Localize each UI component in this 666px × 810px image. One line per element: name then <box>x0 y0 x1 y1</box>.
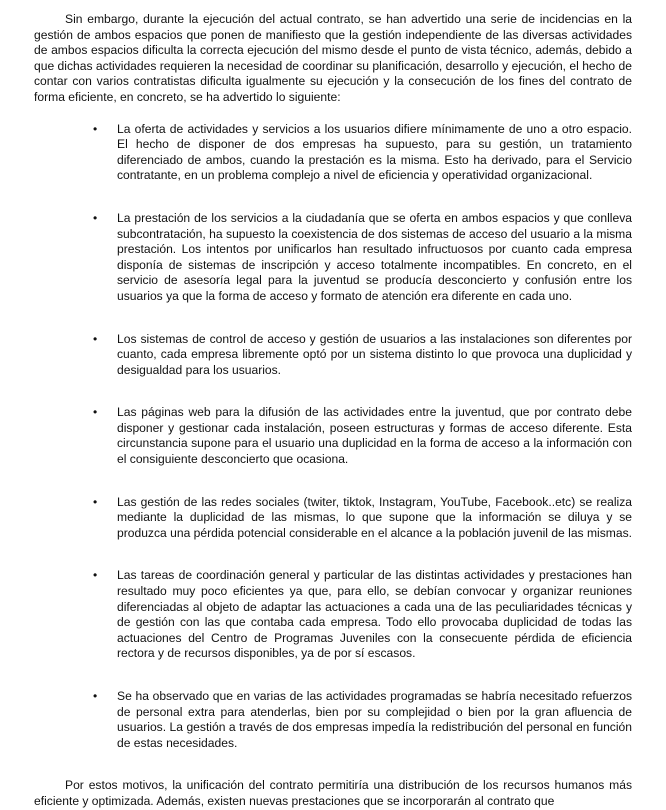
list-item <box>93 405 632 467</box>
bullet-icon: • <box>93 331 98 346</box>
bullet-icon: • <box>93 494 98 509</box>
list-item-text: Las tareas de coordinación general y particular de las distintas actividades y prestaciones han resultado muy poco eficientes ya que, para ello, se debían convocar y organizar reuniones diferenciadas al objeto de adaptar las actuaciones a cada una de las peculiaridades técnicas y de gestión con las que contaba cada empresa. Todo ello provocaba duplicidad de todas las actuaciones del Centro de Programas Juveniles con la consecuente pérdida de eficiencia rectora y de recursos disponibles, ya de por sí escasos. <box>117 568 632 661</box>
bullet-icon: • <box>93 210 98 225</box>
list-item <box>93 331 632 379</box>
list-item-text: Se ha observado que en varias de las actividades programadas se habría necesitado refuerzos de personal extra para atenderlas, bien por su complejidad o bien por la gran afluencia de usuarios. La gestión a través de dos empresas impedía la redistribución del personal en función de estas necesidades. <box>117 689 632 750</box>
intro-paragraph: Sin embargo, durante la ejecución del actual contrato, se han advertido una serie de incidencias en la gestión de ambos espacios que ponen de manifiesto que la gestión independiente de las diversas actividades de ambos espacios dificulta la correcta ejecución del mismo desde el punto de vista técnico, además, debido a que dichas actividades requieren la necesidad de coordinar su planificación, desarrollo y ejecución, el hecho de contar con varios contratistas dificulta igualmente su ejecución y la consecución de los fines del contrato de forma eficiente, en concreto, se ha advertido lo siguiente: <box>34 12 632 104</box>
list-item <box>93 568 632 662</box>
incidents-list <box>34 122 632 752</box>
list-item <box>93 494 632 542</box>
list-item-text: La oferta de actividades y servicios a los usuarios difiere mínimamente de uno a otro espacio. El hecho de disponer de dos empresas ha supuesto, para su gestión, un tratamiento diferenciado de ambos, cuando la prestación es la misma. Esto ha derivado, para el Servicio contratante, en un problema complejo a nivel de eficiencia y operatividad organizacional. <box>117 121 632 183</box>
document-page <box>34 12 632 810</box>
outro-paragraph: Por estos motivos, la unificación del contrato permitiría una distribución de los recursos humanos más eficiente y optimizada. Además, existen nuevas prestaciones que se incorporarán al contrato que <box>34 778 632 808</box>
bullet-icon: • <box>93 405 98 420</box>
list-item-text: Las páginas web para la difusión de las actividades entre la juventud, que por contrato debe disponer y gestionar cada instalación, poseen estructuras y formas de acceso diferente. Esta circunstancia supone para el usuario una duplicidad en la forma de acceso a la información con el consiguiente desconcierto que ocasiona. <box>117 405 632 467</box>
list-item-text: Los sistemas de control de acceso y gestión de usuarios a las instalaciones son diferentes por cuanto, cada empresa libremente optó por un sistema distinto lo que provoca una duplicidad y desigualdad para los usuarios. <box>117 331 632 377</box>
list-item <box>93 210 632 305</box>
bullet-icon: • <box>93 568 98 583</box>
list-item-text: La prestación de los servicios a la ciudadanía que se oferta en ambos espacios y que conlleva subcontratación, ha supuesto la coexistencia de dos sistemas de acceso del usuario a la misma prestación. Los intentos por unificarlos han resultado infructuosos por cuanto cada empresa disponía de sistemas de inscripción y acceso totalmente incompatibles. En concreto, en el servicio de asesoría legal para la juventud se producía desconcierto y confusión entre los usuarios ya que la forma de acceso y formato de atención era diferente en cada uno. <box>117 210 632 303</box>
bullet-icon: • <box>93 121 98 136</box>
list-item-text: Las gestión de las redes sociales (twiter, tiktok, Instagram, YouTube, Facebook..etc) se realiza mediante la duplicidad de las mismas, lo que supone que la información se diluya y se produzca una pérdida potencial considerable en el alcance a la población juvenil de las mismas. <box>117 494 632 540</box>
list-item <box>93 689 632 751</box>
list-item <box>93 121 632 184</box>
bullet-icon: • <box>93 689 98 703</box>
